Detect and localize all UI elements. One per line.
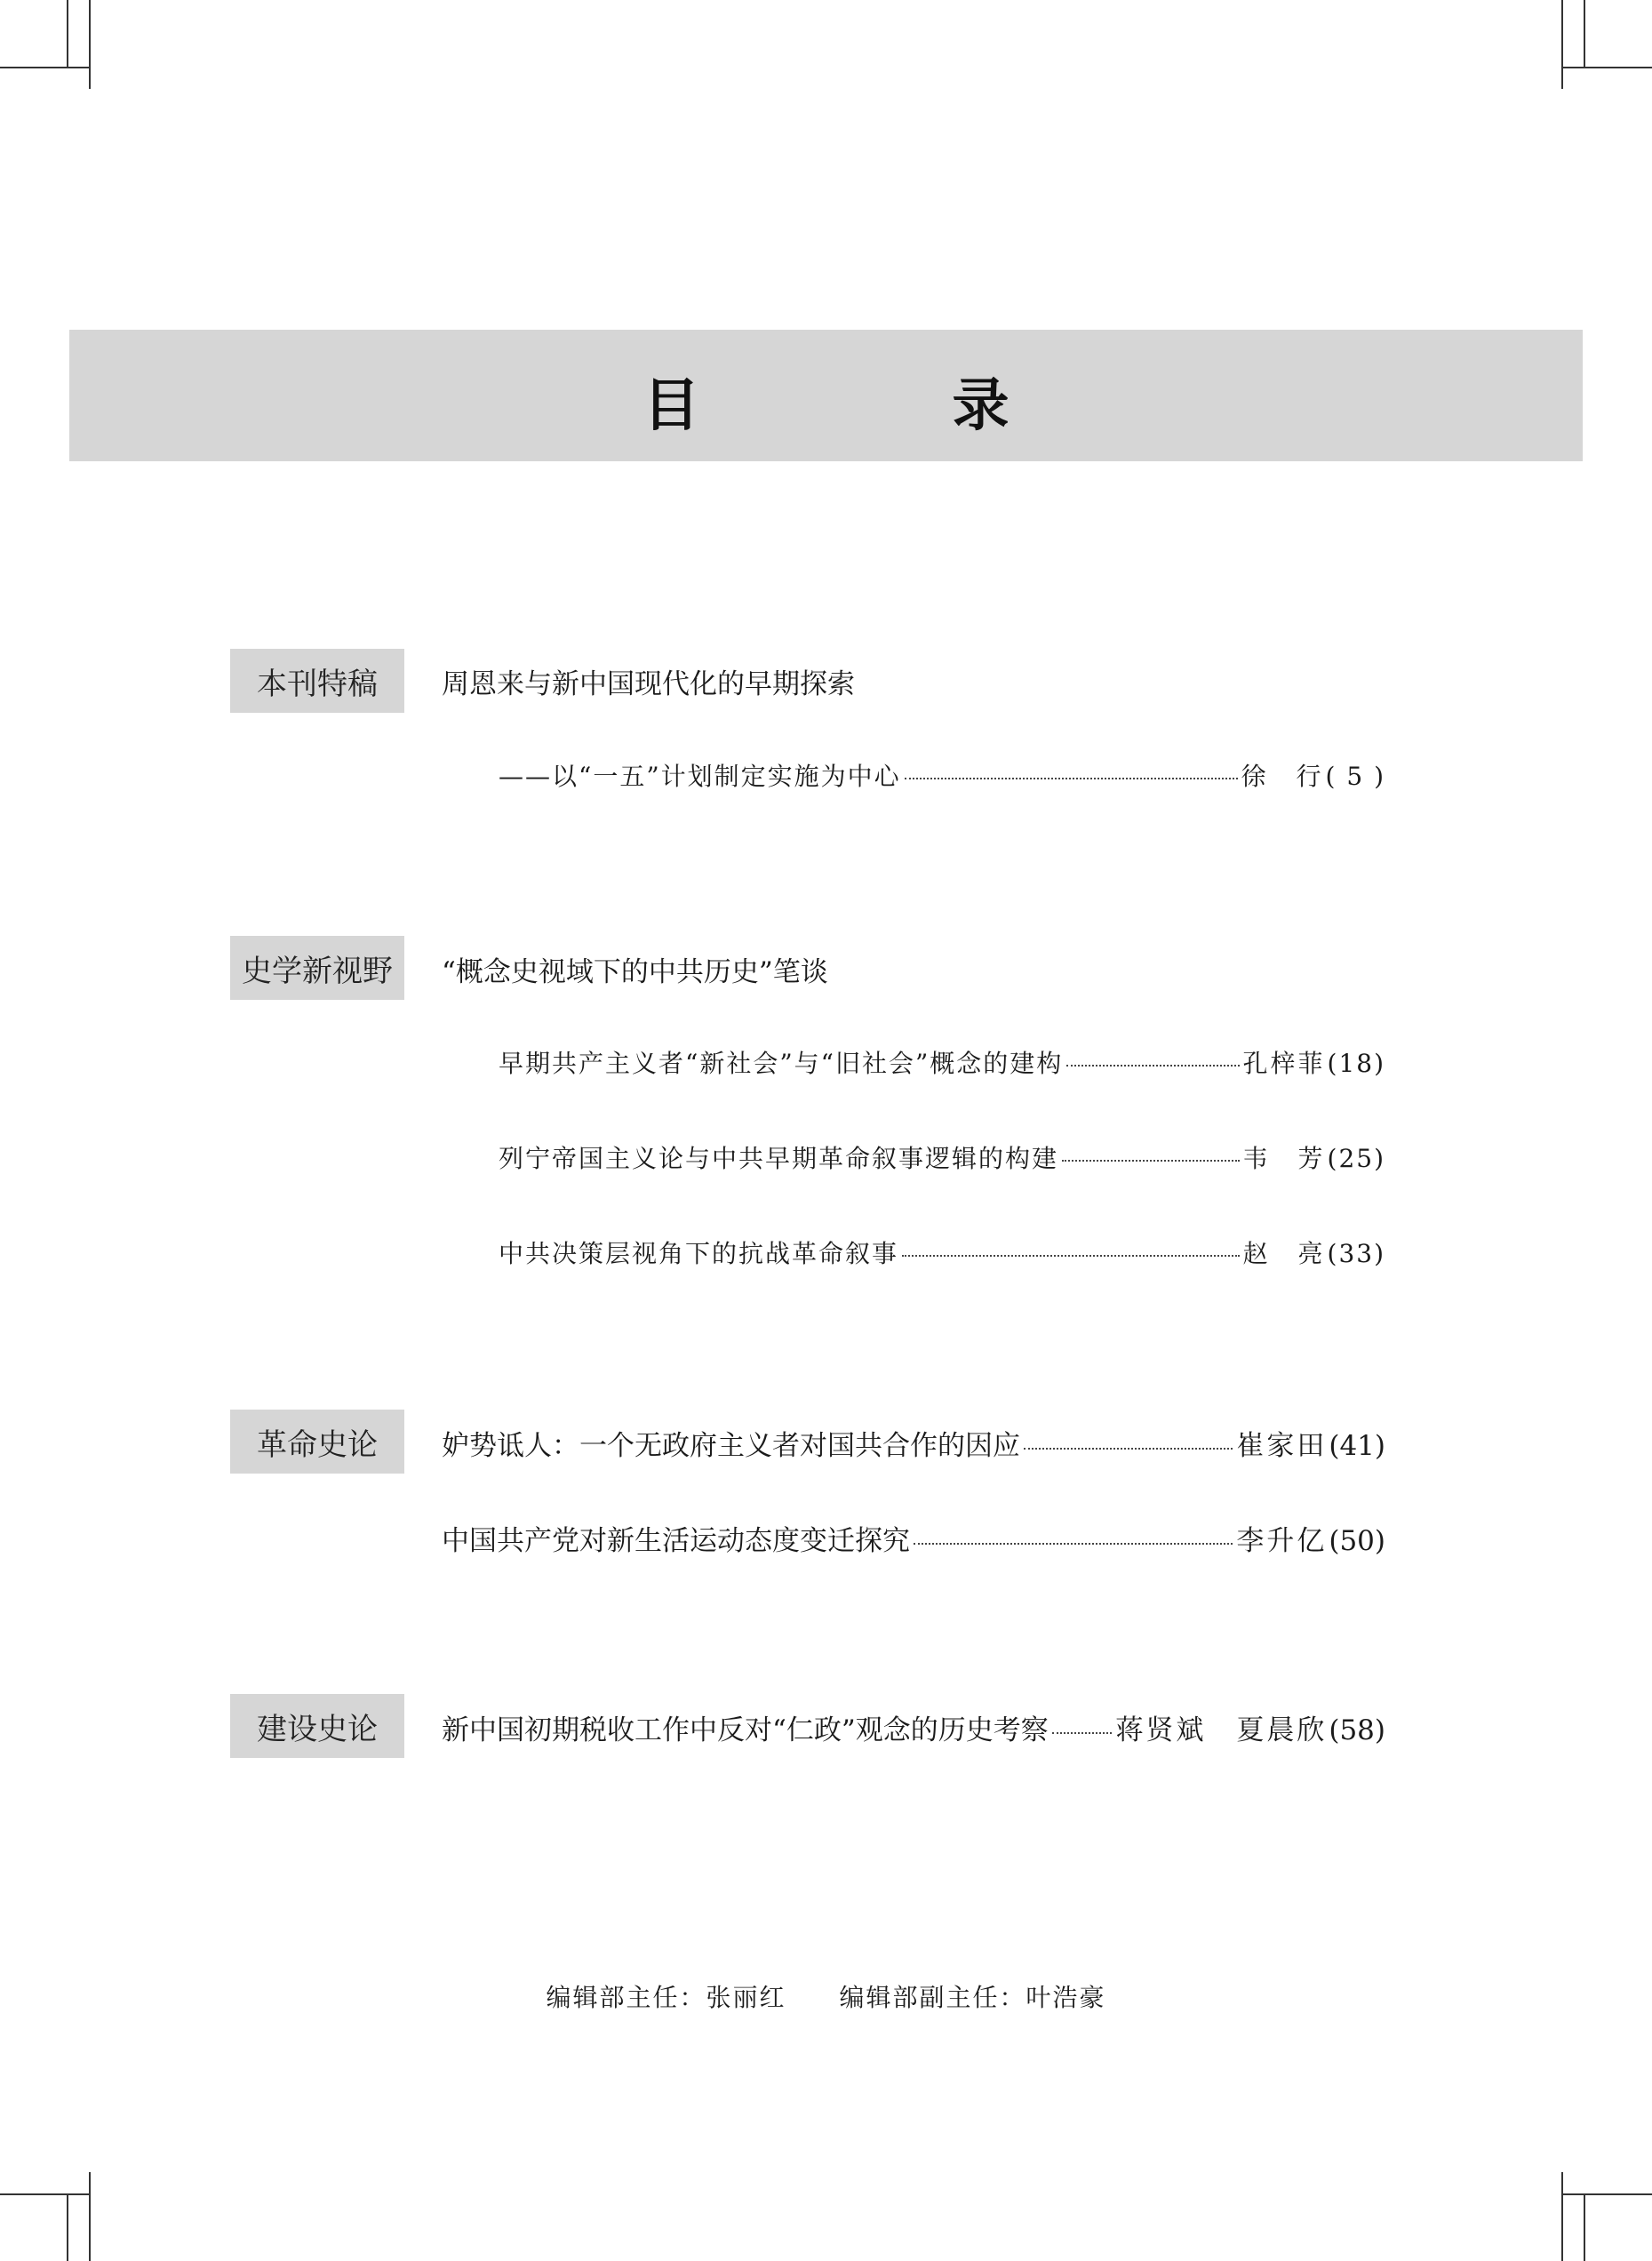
dot-leader (905, 778, 1238, 779)
dot-leader (1062, 1160, 1239, 1162)
entry-title: 列宁帝国主义论与中共早期革命叙事逻辑的构建 (499, 1144, 1059, 1173)
dot-leader (1024, 1448, 1233, 1450)
section-label-featured: 本刊特稿 (230, 649, 404, 713)
crop-mark (1561, 0, 1563, 89)
toc-entry[interactable] (442, 1423, 1385, 1463)
entry-title: 新中国初期税收工作中反对“仁政”观念的历史考察 (442, 1714, 1049, 1746)
entry-title: 中国共产党对新生活运动态度变迁探究 (442, 1525, 910, 1557)
crop-mark (67, 2193, 68, 2261)
entry-author: 孔梓菲 (1242, 1049, 1326, 1078)
toc-entry[interactable] (499, 1044, 1385, 1080)
crop-mark (89, 0, 91, 89)
crop-mark (0, 67, 89, 68)
entry-pages: (18) (1327, 1049, 1385, 1078)
entry-subtitle: ——以“一五”计划制定实施为中心 (499, 762, 901, 791)
editor-director: 编辑部主任：张丽红 (546, 1983, 786, 2012)
crop-mark (1561, 2193, 1652, 2195)
dot-leader (1066, 1065, 1239, 1067)
entry-author: 徐 行 (1241, 762, 1324, 791)
toc-entry[interactable] (499, 1234, 1385, 1270)
entry-author: 韦 芳 (1242, 1144, 1326, 1173)
entry-pages: (33) (1327, 1239, 1385, 1268)
section-label-construction-history: 建设史论 (230, 1694, 404, 1758)
entry-pages: (50) (1329, 1525, 1385, 1557)
entry-author: 李升亿 (1236, 1525, 1328, 1557)
dot-leader (914, 1543, 1233, 1545)
crop-mark (67, 0, 68, 67)
entry-pages: (41) (1329, 1430, 1385, 1462)
entry-author: 赵 亮 (1242, 1239, 1326, 1268)
crop-mark (89, 2172, 91, 2261)
entry-pages: ( 5 ) (1325, 762, 1385, 791)
entry-author: 崔家田 (1236, 1430, 1328, 1462)
page-title: 目 录 (642, 373, 1107, 439)
entry-title: 早期共产主义者“新社会”与“旧社会”概念的建构 (499, 1049, 1064, 1078)
toc-entry[interactable] (499, 757, 1385, 793)
entry-author: 蒋贤斌 夏晨欣 (1115, 1714, 1328, 1746)
dot-leader (902, 1255, 1239, 1257)
dot-leader (1052, 1732, 1113, 1734)
deputy-director: 编辑部副主任：叶浩豪 (839, 1983, 1106, 2012)
crop-mark (0, 2193, 89, 2195)
crop-mark (1561, 2172, 1563, 2261)
entry-title: 周恩来与新中国现代化的早期探索 (442, 668, 855, 700)
toc-group-title (442, 949, 828, 989)
entry-pages: (25) (1327, 1144, 1385, 1173)
section-label-revolution-history: 革命史论 (230, 1410, 404, 1474)
entry-pages: (58) (1329, 1714, 1385, 1746)
crop-mark (1584, 2193, 1585, 2261)
entry-title: 妒势诋人：一个无政府主义者对国共合作的因应 (442, 1430, 1020, 1462)
toc-entry[interactable] (442, 1707, 1385, 1747)
crop-mark (1561, 67, 1652, 68)
section-label-new-perspectives: 史学新视野 (230, 936, 404, 1000)
editorial-credits (0, 1978, 1652, 2014)
toc-entry[interactable] (442, 1518, 1385, 1558)
contents-title-band (69, 330, 1583, 461)
toc-entry[interactable] (499, 1139, 1385, 1175)
group-title: “概念史视域下的中共历史”笔谈 (442, 956, 828, 988)
entry-title: 中共决策层视角下的抗战革命叙事 (499, 1239, 899, 1268)
toc-entry-title[interactable] (442, 661, 855, 701)
crop-mark (1584, 0, 1585, 67)
